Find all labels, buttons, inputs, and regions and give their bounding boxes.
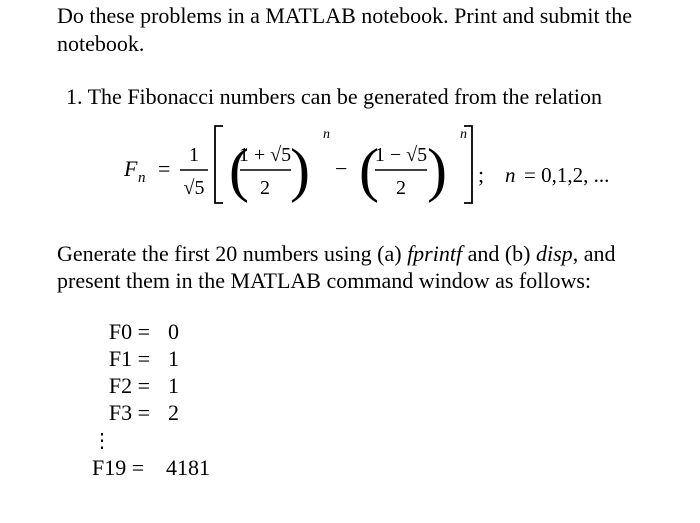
instructions-line-2: notebook. bbox=[57, 31, 145, 56]
formula-minus-term: 1 − √5 bbox=[374, 144, 428, 166]
vertical-ellipsis: ⋮ bbox=[92, 430, 112, 452]
problem-number: 1. bbox=[66, 84, 83, 109]
formula-n-range: = 0,1,2, ... bbox=[524, 163, 610, 187]
formula-lhs: F bbox=[124, 156, 138, 181]
output-row-value: 1 bbox=[168, 373, 179, 398]
formula-lhs-subscript: n bbox=[138, 170, 146, 186]
output-row-label: F0 = bbox=[108, 319, 150, 344]
left-square-bracket bbox=[215, 126, 223, 203]
output-row-value: 2 bbox=[168, 400, 179, 425]
generate-text-post: , and bbox=[572, 241, 616, 266]
generate-line-1 bbox=[57, 241, 615, 267]
instructions-line-1: Do these problems in a MATLAB notebook. Print and submit the bbox=[57, 3, 632, 28]
generate-text-mid: and (b) bbox=[462, 241, 536, 266]
output-row-label: F2 = bbox=[108, 373, 150, 398]
formula-n-variable: n bbox=[505, 163, 516, 187]
left-paren-2: ( bbox=[359, 137, 379, 203]
output-last-value: 4181 bbox=[166, 455, 210, 480]
formula-semicolon: ; bbox=[478, 162, 485, 187]
right-paren-1: ) bbox=[290, 137, 310, 203]
formula-numerator-one: 1 bbox=[189, 144, 199, 166]
output-row-label: F1 = bbox=[108, 346, 150, 371]
formula-denominator-2: 2 bbox=[396, 177, 406, 199]
fibonacci-formula bbox=[0, 118, 700, 218]
generate-line-2: present them in the MATLAB command window as follows: bbox=[57, 268, 592, 293]
problem-statement bbox=[66, 84, 602, 110]
output-row-value: 0 bbox=[168, 319, 179, 344]
fprintf-term: fprintf bbox=[407, 241, 463, 266]
formula-denominator-1: 2 bbox=[260, 177, 270, 199]
problem-text: The Fibonacci numbers can be generated from the relation bbox=[87, 84, 602, 109]
formula-exponent-2: n bbox=[460, 127, 467, 142]
output-row-value: 1 bbox=[168, 346, 179, 371]
disp-term: disp bbox=[536, 241, 573, 266]
generate-text-pre: Generate the first 20 numbers using (a) bbox=[57, 241, 408, 266]
output-row-label: F3 = bbox=[108, 400, 150, 425]
left-paren-1: ( bbox=[229, 137, 249, 203]
formula-exponent-1: n bbox=[323, 127, 330, 142]
formula-equals: = bbox=[158, 156, 171, 181]
right-paren-2: ) bbox=[427, 137, 447, 203]
formula-plus-term: 1 + √5 bbox=[238, 144, 292, 166]
output-last-label: F19 = bbox=[92, 455, 145, 480]
formula-minus: − bbox=[335, 156, 348, 181]
formula-sqrt5: √5 bbox=[183, 177, 205, 199]
